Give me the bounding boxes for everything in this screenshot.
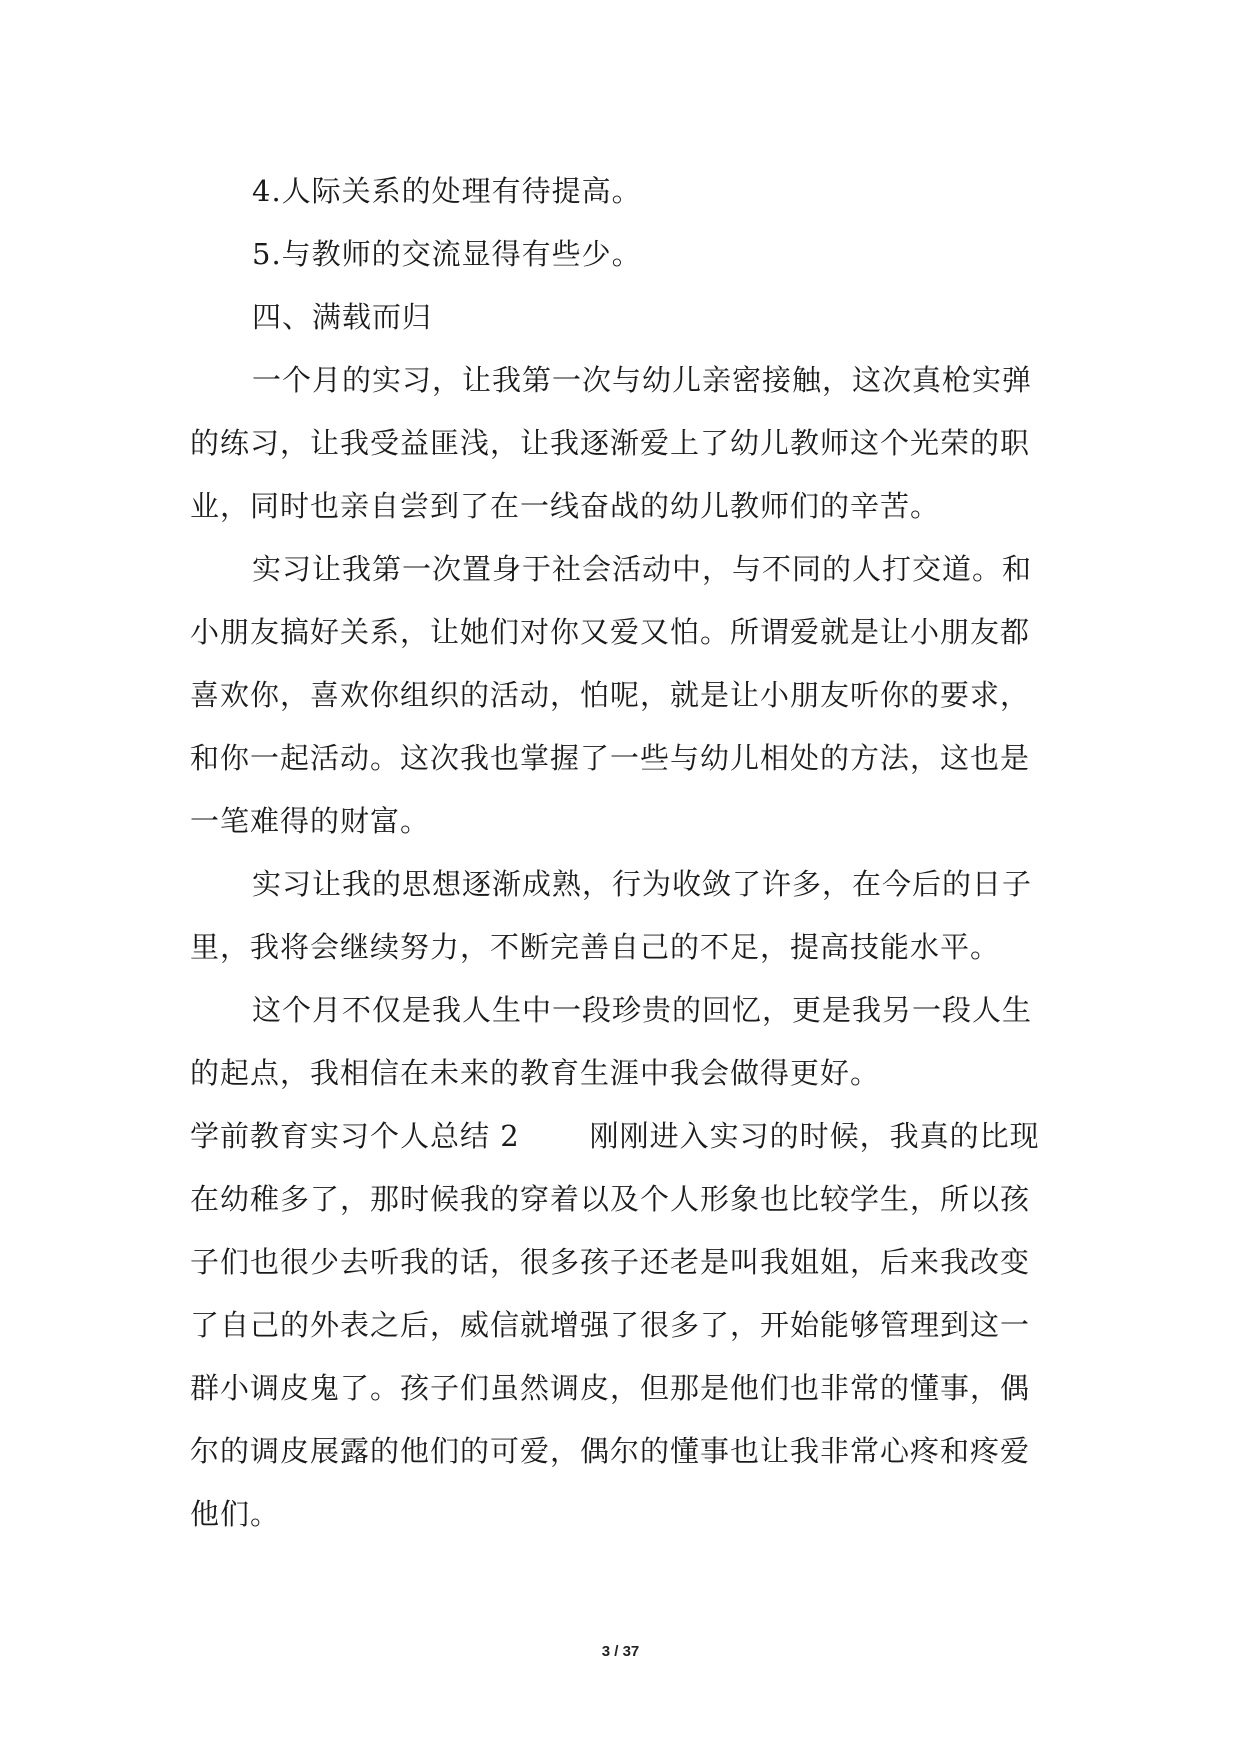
list-item-4: 4.人际关系的处理有待提高。 <box>252 174 642 208</box>
paragraph: 实习让我的思想逐渐成熟，行为收敛了许多，在今后的日子里，我将会继续努力，不断完善自己的不足，提高技能水平。 <box>190 867 1033 964</box>
paragraph: 这个月不仅是我人生中一段珍贵的回忆，更是我另一段人生的起点，我相信在未来的教育生涯中我会做得更好。 <box>190 993 1033 1090</box>
section-heading: 四、满载而归 <box>252 300 433 334</box>
document-body <box>190 160 1052 1546</box>
list-item-5: 5.与教师的交流显得有些少。 <box>252 237 642 271</box>
page-number: 3 / 37 <box>601 1643 640 1660</box>
section-2-paragraph <box>190 1105 1052 1546</box>
section-2-title: 学前教育实习个人总结 2 <box>190 1119 520 1153</box>
paragraph: 实习让我第一次置身于社会活动中，与不同的人打交道。和小朋友搞好关系，让她们对你又爱又怕。所谓爱就是让小朋友都喜欢你，喜欢你组织的活动，怕呢，就是让小朋友听你的要求，和你一起活动。这次我也掌握了一些与幼儿相处的方法，这也是一笔难得的财富。 <box>190 552 1033 838</box>
section-2-body: 刚刚进入实习的时候，我真的比现在幼稚多了，那时候我的穿着以及个人形象也比较学生，所以孩子们也很少去听我的话，很多孩子还老是叫我姐姐，后来我改变了自己的外表之后，威信就增强了很多了，开始能够管理到这一群小调皮鬼了。孩子们虽然调皮，但那是他们也非常的懂事，偶尔的调皮展露的他们的可爱，偶尔的懂事也让我非常心疼和疼爱他们。 <box>190 1119 1040 1531</box>
paragraph: 一个月的实习，让我第一次与幼儿亲密接触，这次真枪实弹的练习，让我受益匪浅，让我逐渐爱上了幼儿教师这个光荣的职业，同时也亲自尝到了在一线奋战的幼儿教师们的辛苦。 <box>190 363 1033 523</box>
